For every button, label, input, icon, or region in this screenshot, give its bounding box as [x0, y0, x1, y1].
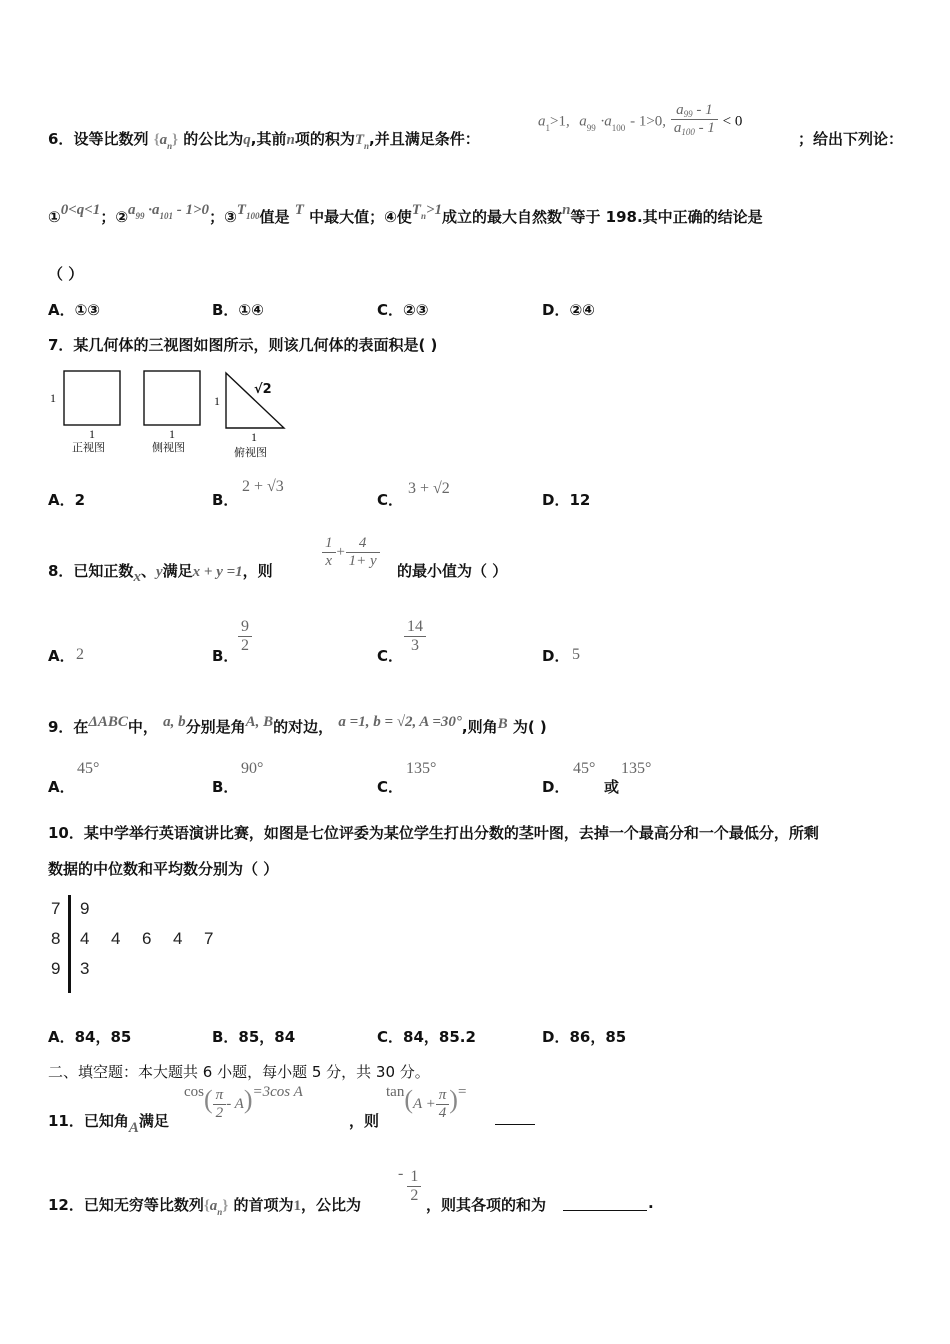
q8-option-a[interactable]: A．: [48, 647, 75, 665]
stem-row-7: 7 9: [51, 899, 90, 918]
front-dim-left: 1: [50, 391, 56, 405]
q11-target: tan(A + $\frac{\pi}{4}$ )=: [386, 1084, 467, 1121]
three-view-diagram: [44, 365, 304, 465]
q12-ratio: - $\frac{1}{2}$: [398, 1168, 421, 1205]
q7-option-b-value: 2 + √3: [242, 478, 284, 495]
q7-option-c[interactable]: C．: [377, 491, 404, 509]
section-2-title: 二、填空题：本大题共 6 小题，每小题 5 分，共 30 分。: [48, 1063, 430, 1081]
q8-option-c-value: $\frac{14}{3}$: [404, 618, 426, 655]
q6-conditions: $a_1>1$, $a_{99} \cdot a_{100} - 1>0$, $\frac{a_{99} - 1}{a_{100} - 1}$ < 0: [538, 102, 743, 137]
q7-stem: 7．某几何体的三视图如图所示，则该几何体的表面积是( ): [48, 336, 438, 354]
side-view-label: 侧视图: [152, 441, 185, 454]
q8-stem-tail: 的最小值为（ ）: [397, 562, 508, 580]
side-view-square: [144, 371, 200, 425]
q6-paren: （ ）: [48, 265, 84, 283]
front-view-label: 正视图: [72, 441, 105, 454]
q9-option-d-value1: 45°: [573, 760, 596, 777]
q9-stem: 9．在ΔABC中， a, b分别是角A, B的对边， a =1, b = √2, A =30°,则角B 为( ): [48, 714, 547, 736]
q10-option-c[interactable]: C．84，85.2: [377, 1028, 476, 1046]
q6-line1-tail: ；给出下列论：: [798, 130, 904, 148]
q10-option-a[interactable]: A．84，85: [48, 1028, 132, 1046]
top-view-label: 俯视图: [234, 446, 267, 459]
top-dim-bottom: 1: [251, 430, 257, 444]
q8-expression: $\frac{1}{x}$ + $\frac{4}{1+ y}$: [322, 535, 380, 570]
q10-stem-line2: 数据的中位数和平均数分别为（ ）: [48, 860, 279, 878]
q8-option-b[interactable]: B．: [212, 647, 239, 665]
front-dim-bottom: 1: [89, 427, 95, 441]
q7-option-b[interactable]: B．: [212, 491, 239, 509]
side-dim-bottom: 1: [169, 427, 175, 441]
q12-stem-tail: ，则其各项的和为: [426, 1196, 547, 1214]
q9-option-d[interactable]: D．: [542, 778, 570, 796]
stem-row-9: 9 3: [51, 959, 90, 978]
q11-stem-mid: ，则: [349, 1112, 380, 1130]
q10-stem-line1: 10．某中学举行英语演讲比赛，如图是七位评委为某位学生打出分数的茎叶图，去掉一个最高分和一个最低分，所剩: [48, 824, 819, 842]
q9-option-b[interactable]: B．: [212, 778, 239, 796]
q8-option-d[interactable]: D．: [542, 647, 570, 665]
q6-option-c[interactable]: C．②③: [377, 301, 429, 319]
q8-option-c[interactable]: C．: [377, 647, 404, 665]
q12-answer-blank[interactable]: [563, 1210, 647, 1211]
q7-option-d[interactable]: D．12: [542, 491, 591, 509]
q11-stem: 11．已知角A满足: [48, 1112, 169, 1136]
q9-option-c[interactable]: C．: [377, 778, 404, 796]
q6-line1: 6．设等比数列 $\{a_n\}$ 的公比为q,其前n项的积为$T_n$,并且满足条件：: [48, 130, 480, 151]
q12-stem: 12．已知无穷等比数列$\{a_n\}$ 的首项为1，公比为: [48, 1196, 361, 1217]
q11-answer-blank[interactable]: [495, 1124, 535, 1125]
q9-option-d-or: 或: [604, 778, 620, 796]
q11-equation: cos( $\frac{\pi}{2}$ - A)=3cos A: [184, 1084, 303, 1121]
q9-option-a-value: 45°: [77, 760, 100, 777]
q8-option-b-value: $\frac{9}{2}$: [238, 618, 252, 655]
q9-option-c-value: 135°: [406, 760, 437, 777]
q7-option-c-value: 3 + √2: [408, 480, 450, 497]
top-dim-sqrt2: √2: [254, 382, 272, 397]
q8-option-a-value: 2: [76, 646, 84, 663]
q12-period: .: [648, 1194, 654, 1212]
q10-option-b[interactable]: B．85，84: [212, 1028, 296, 1046]
q7-option-a[interactable]: A．2: [48, 491, 86, 509]
q6-option-a[interactable]: A．①③: [48, 301, 101, 319]
stem-row-8: 8 4 4 6 4 7: [51, 929, 214, 948]
q9-option-b-value: 90°: [241, 760, 264, 777]
q8-stem: 8．已知正数x、y满足x + y =1，则: [48, 562, 273, 585]
q10-option-d[interactable]: D．86，85: [542, 1028, 627, 1046]
q8-option-d-value: 5: [572, 646, 580, 663]
q9-option-a[interactable]: A．: [48, 778, 75, 796]
top-dim-left: 1: [214, 394, 220, 408]
q6-line2: ①0<q<1；$②a_{99} \cdot a_{101} - 1>0$；$③T_{100}$值是 T 中最大值；④使$T_n>1$成立的最大自然数n等于 198.其中正确的结论是: [48, 202, 763, 226]
q6-option-d[interactable]: D．②④: [542, 301, 595, 319]
q6-option-b[interactable]: B．①④: [212, 301, 264, 319]
front-view-square: [64, 371, 120, 425]
q9-option-d-value2: 135°: [621, 760, 652, 777]
stem-leaf-plot: [46, 895, 246, 995]
